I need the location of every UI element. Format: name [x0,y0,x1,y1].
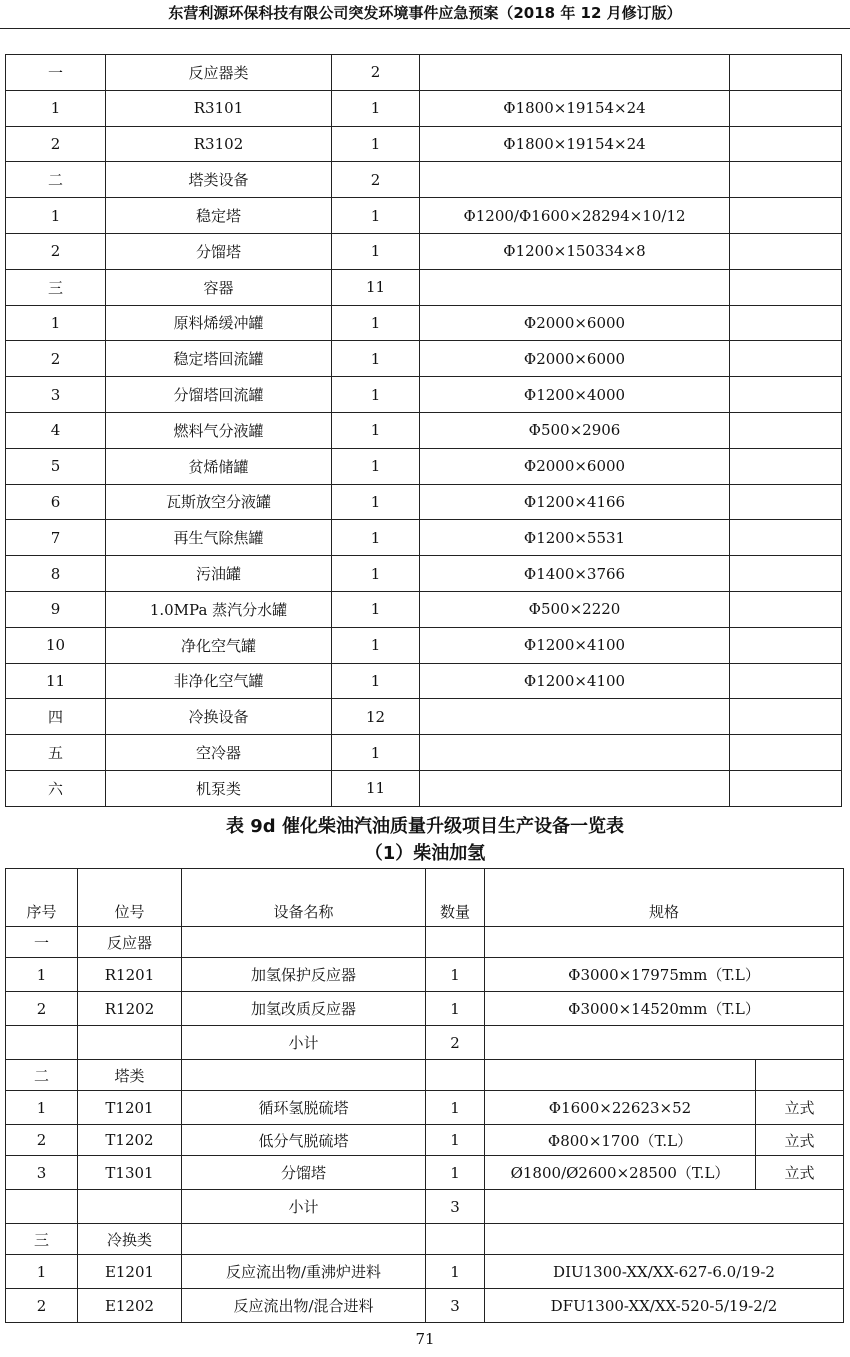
table-cell: 1 [332,591,420,627]
table-cell: 1 [332,198,420,234]
table-cell: E1201 [78,1255,182,1289]
table-row [6,484,842,520]
table-row [6,412,842,448]
table-cell: 瓦斯放空分液罐 [106,484,332,520]
table-header-row [6,869,844,927]
table-cell [730,627,842,663]
table-cell: 燃料气分液罐 [106,412,332,448]
table-cell: 1 [332,448,420,484]
table-row [6,735,842,771]
table-cell [730,412,842,448]
table-cell [6,1190,78,1224]
table-cell: 2 [6,992,78,1026]
subtotal-qty: 3 [426,1190,485,1224]
table-cell [182,1224,426,1255]
table-cell: 3 [6,377,106,413]
table-cell: 一 [6,55,106,91]
table-cell: 1 [332,520,420,556]
table-cell [730,556,842,592]
table-cell [730,162,842,198]
table-cell [485,1190,844,1224]
table-cell: 4 [6,412,106,448]
table-cell [730,663,842,699]
table-cell [730,770,842,806]
table-row [6,233,842,269]
table-row [6,591,842,627]
table-cell [426,1060,485,1091]
table-cell: Φ2000×6000 [420,448,730,484]
table-cell: 再生气除焦罐 [106,520,332,556]
table-cell: 三 [6,269,106,305]
table-cell: Φ1800×19154×24 [420,126,730,162]
table-cell: 1 [332,556,420,592]
table-row [6,627,842,663]
table-cell: Φ2000×6000 [420,305,730,341]
table-row [6,1125,844,1156]
table-row [6,1255,844,1289]
table-cell [485,927,844,958]
table-cell [182,1060,426,1091]
table-row [6,448,842,484]
table-cell [730,484,842,520]
table-cell: 1 [6,958,78,992]
table-cell: R3102 [106,126,332,162]
table-cell [420,770,730,806]
table-cell: 1 [426,1091,485,1125]
table-row [6,162,842,198]
table-cell: 低分气脱硫塔 [182,1125,426,1156]
category-label: 反应器 [78,927,182,958]
table-cell: 6 [6,484,106,520]
subtotal-label: 小计 [182,1190,426,1224]
table-cell [182,927,426,958]
table-row [6,770,842,806]
table-cell: 空冷器 [106,735,332,771]
table-cell: 循环氢脱硫塔 [182,1091,426,1125]
table-cell: 2 [6,1125,78,1156]
table-cell: Φ500×2220 [420,591,730,627]
category-number: 一 [6,927,78,958]
table-cell: R3101 [106,90,332,126]
table-cell: 1 [426,958,485,992]
table-cell: T1202 [78,1125,182,1156]
table-cell: 2 [6,341,106,377]
table-cell [756,1060,844,1091]
table-cell [730,699,842,735]
table-cell: 1 [426,992,485,1026]
table-cell: 机泵类 [106,770,332,806]
table-cell: 二 [6,162,106,198]
table-cell [730,735,842,771]
table-cell: 反应器类 [106,55,332,91]
table-cell: 11 [332,269,420,305]
table-row [6,699,842,735]
document-header: 东营利源环保科技有限公司突发环境事件应急预案（2018 年 12 月修订版） [0,0,850,29]
table-row [6,556,842,592]
header-cell: 位号 [78,869,182,927]
table-cell [78,1026,182,1060]
table-cell [485,1060,756,1091]
table-cell [420,162,730,198]
table-row [6,520,842,556]
table-cell: Φ1800×19154×24 [420,90,730,126]
table-cell: T1201 [78,1091,182,1125]
table-cell: Φ1200×4100 [420,663,730,699]
table-cell: 立式 [756,1156,844,1190]
table-cell [485,1026,844,1060]
table-row [6,1091,844,1125]
header-cell: 数量 [426,869,485,927]
table-cell: Ø1800/Ø2600×28500（T.L） [485,1156,756,1190]
table-cell: 1 [332,233,420,269]
table-cell: R1202 [78,992,182,1026]
equipment-table-1 [5,54,842,807]
table-cell [730,198,842,234]
table-cell [426,927,485,958]
table-cell: 1 [426,1156,485,1190]
table-cell: 1 [6,1255,78,1289]
table-cell [426,1224,485,1255]
header-cell: 规格 [485,869,844,927]
table-cell: Φ1200×4166 [420,484,730,520]
table-cell: DFU1300-XX/XX-520-5/19-2/2 [485,1289,844,1323]
subtotal-row [6,1190,844,1224]
table-cell: 1 [6,90,106,126]
table-cell [730,269,842,305]
table-cell: 2 [6,1289,78,1323]
table-cell: Φ1400×3766 [420,556,730,592]
table-cell [730,377,842,413]
table-cell: Φ1200×150334×8 [420,233,730,269]
table-row [6,305,842,341]
table-cell: 1 [6,305,106,341]
category-number: 二 [6,1060,78,1091]
table-cell: Φ1200×4000 [420,377,730,413]
table-cell [420,699,730,735]
table-cell: 加氢保护反应器 [182,958,426,992]
table-cell: E1202 [78,1289,182,1323]
table-cell [730,341,842,377]
table-cell: 五 [6,735,106,771]
table-cell: 12 [332,699,420,735]
table-cell: 反应流出物/混合进料 [182,1289,426,1323]
subtotal-label: 小计 [182,1026,426,1060]
category-label: 冷换类 [78,1224,182,1255]
table-cell: 1 [332,126,420,162]
table-cell: Φ3000×14520mm（T.L） [485,992,844,1026]
table-cell: 11 [332,770,420,806]
category-label: 塔类 [78,1060,182,1091]
table-cell: DIU1300-XX/XX-627-6.0/19-2 [485,1255,844,1289]
equipment-table-2 [5,868,844,1323]
table-cell: 1 [426,1125,485,1156]
table-cell: 贫烯储罐 [106,448,332,484]
table-cell [6,1026,78,1060]
table-cell: 分馏塔回流罐 [106,377,332,413]
table-cell: 1 [332,735,420,771]
table-cell: 稳定塔 [106,198,332,234]
table-cell: 1.0MPa 蒸汽分水罐 [106,591,332,627]
table-cell: Φ1600×22623×52 [485,1091,756,1125]
table-cell [730,126,842,162]
table-cell: 原料烯缓冲罐 [106,305,332,341]
table-cell: 2 [6,126,106,162]
subtotal-row [6,1026,844,1060]
table-subtitle: （1）柴油加氢 [364,843,486,864]
table-cell: 1 [332,627,420,663]
table-cell: 1 [332,484,420,520]
table-cell: 加氢改质反应器 [182,992,426,1026]
table-cell: Φ800×1700（T.L） [485,1125,756,1156]
table-cell: 分馏塔 [106,233,332,269]
table-cell: 10 [6,627,106,663]
table-cell [730,591,842,627]
table-row [6,992,844,1026]
category-number: 三 [6,1224,78,1255]
table-cell: 四 [6,699,106,735]
table-cell [730,448,842,484]
table-row [6,958,844,992]
table-cell: Φ1200/Φ1600×28294×10/12 [420,198,730,234]
table-cell: Φ1200×4100 [420,627,730,663]
table-cell [420,735,730,771]
table-cell: 塔类设备 [106,162,332,198]
table-row [6,55,842,91]
table-cell: 容器 [106,269,332,305]
table-title: 表 9d 催化柴油汽油质量升级项目生产设备一览表 [226,816,624,837]
table-cell: 净化空气罐 [106,627,332,663]
header-cell: 设备名称 [182,869,426,927]
table-cell: T1301 [78,1156,182,1190]
table-cell: 2 [6,233,106,269]
table-cell: 1 [426,1255,485,1289]
table-cell: 5 [6,448,106,484]
category-row [6,1060,844,1091]
table-cell: Φ500×2906 [420,412,730,448]
table-cell: 1 [332,412,420,448]
table-cell: 1 [6,1091,78,1125]
table-cell: 六 [6,770,106,806]
table-cell: 冷换设备 [106,699,332,735]
table-cell [730,55,842,91]
table-cell: 1 [332,305,420,341]
table-cell: 2 [332,55,420,91]
table-cell: 分馏塔 [182,1156,426,1190]
table-cell [730,305,842,341]
table-row [6,377,842,413]
table-cell [420,55,730,91]
table-cell: 污油罐 [106,556,332,592]
table-cell: 8 [6,556,106,592]
table-row [6,1156,844,1190]
table-cell: 稳定塔回流罐 [106,341,332,377]
table-cell [730,233,842,269]
table-cell: 1 [332,663,420,699]
table-cell: 非净化空气罐 [106,663,332,699]
table-cell [420,269,730,305]
header-cell: 序号 [6,869,78,927]
table-cell [485,1224,844,1255]
table-cell: 立式 [756,1125,844,1156]
table-cell [730,90,842,126]
table-row [6,90,842,126]
table-cell [78,1190,182,1224]
page-number: 71 [415,1330,435,1348]
table-cell: 1 [332,341,420,377]
table-cell: 反应流出物/重沸炉进料 [182,1255,426,1289]
table-cell: 1 [6,198,106,234]
table-cell: 9 [6,591,106,627]
table-row [6,126,842,162]
table-cell: R1201 [78,958,182,992]
table-cell: Φ1200×5531 [420,520,730,556]
table-row [6,198,842,234]
table-cell: Φ2000×6000 [420,341,730,377]
category-row [6,1224,844,1255]
category-row [6,927,844,958]
table-row [6,341,842,377]
table-cell: 1 [332,90,420,126]
table-cell: 3 [6,1156,78,1190]
table-cell: Φ3000×17975mm（T.L） [485,958,844,992]
table-cell: 立式 [756,1091,844,1125]
table-row [6,269,842,305]
table-cell: 11 [6,663,106,699]
table-cell: 1 [332,377,420,413]
table-row [6,663,842,699]
table-cell: 2 [332,162,420,198]
table-cell: 3 [426,1289,485,1323]
table-row [6,1289,844,1323]
table-cell [730,520,842,556]
subtotal-qty: 2 [426,1026,485,1060]
table-cell: 7 [6,520,106,556]
